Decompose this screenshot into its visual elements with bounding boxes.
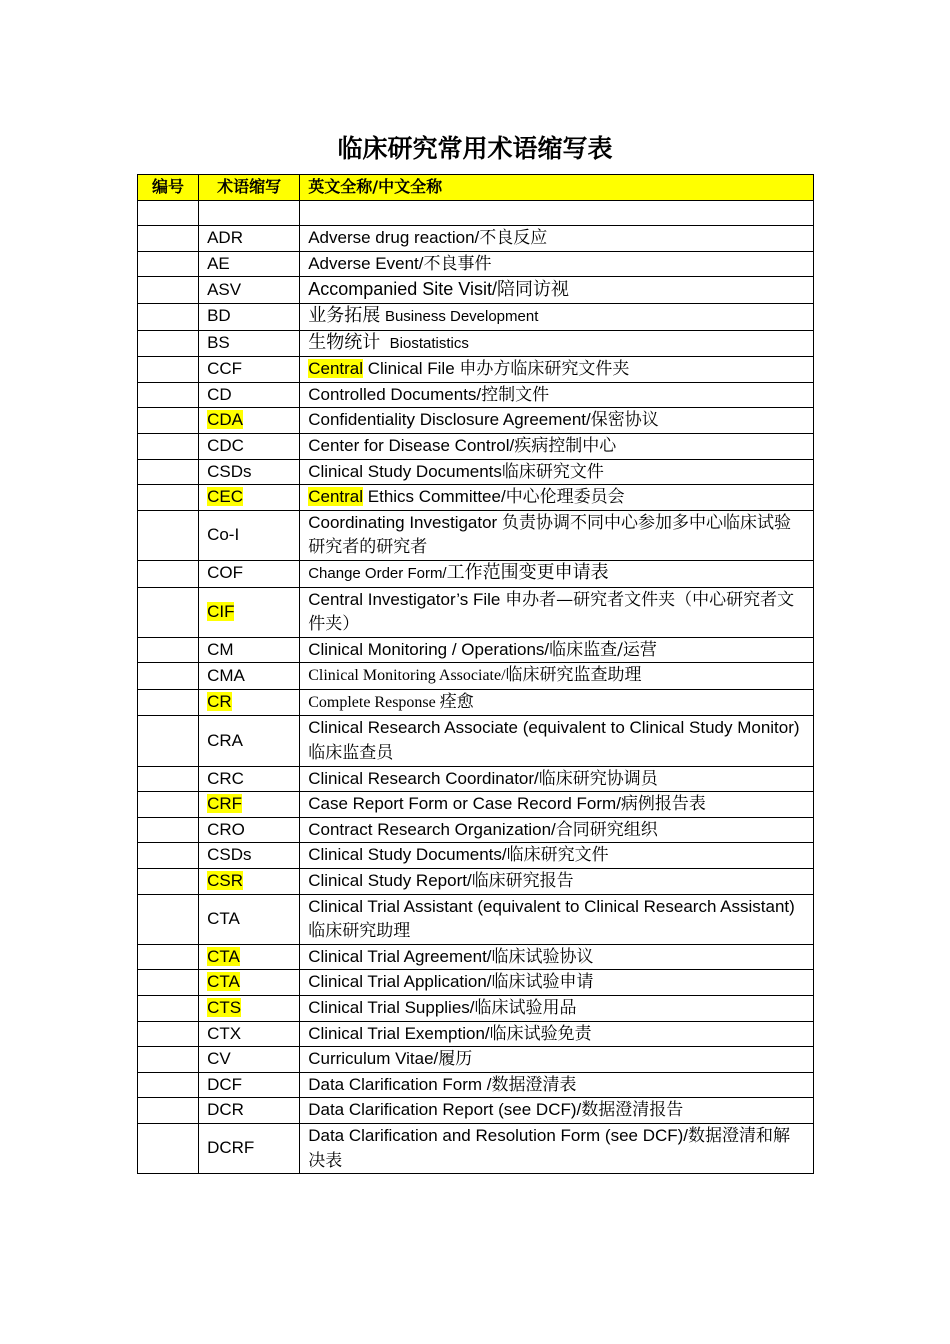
abbr-cell: CV: [199, 1047, 300, 1073]
abbr-cell: CTX: [199, 1021, 300, 1047]
table-row: [138, 1047, 814, 1073]
table-row: [138, 689, 814, 716]
full-cell: 生物统计 Biostatistics: [300, 330, 814, 357]
abbr-cell: CSDs: [199, 843, 300, 869]
table-row: [138, 1021, 814, 1047]
abbr-cell: CSR: [199, 869, 300, 895]
abbr-cell: CTS: [199, 996, 300, 1022]
table-row: [138, 766, 814, 792]
full-cell: Confidentiality Disclosure Agreement/保密协议: [300, 408, 814, 434]
full-cell: Complete Response 痊愈: [300, 689, 814, 716]
full-cell: Central Investigator’s File 申办者—研究者文件夹（中心研究者文件夹）: [300, 587, 814, 637]
header-abbr: 术语缩写: [199, 175, 300, 201]
table-row: [138, 357, 814, 383]
full-cell: Clinical Study Documents临床研究文件: [300, 459, 814, 485]
full-cell: Clinical Trial Application/临床试验申请: [300, 970, 814, 996]
table-row: [138, 869, 814, 895]
full-cell: Clinical Trial Agreement/临床试验协议: [300, 944, 814, 970]
abbr-cell: CTA: [199, 970, 300, 996]
table-row: [138, 485, 814, 511]
abbr-cell: CD: [199, 382, 300, 408]
abbr-cell: CTA: [199, 944, 300, 970]
abbr-cell: DCF: [199, 1072, 300, 1098]
table-row: [138, 1072, 814, 1098]
table-row: [138, 382, 814, 408]
abbr-cell: CEC: [199, 485, 300, 511]
abbr-cell: BS: [199, 330, 300, 357]
blank-row: [138, 200, 814, 226]
table-row: [138, 251, 814, 277]
full-cell: Data Clarification Form /数据澄清表: [300, 1072, 814, 1098]
table-row: [138, 560, 814, 587]
full-cell: Clinical Research Coordinator/临床研究协调员: [300, 766, 814, 792]
abbr-cell: BD: [199, 303, 300, 330]
full-cell: Central Ethics Committee/中心伦理委员会: [300, 485, 814, 511]
full-cell: Clinical Trial Exemption/临床试验免责: [300, 1021, 814, 1047]
table-row: [138, 843, 814, 869]
abbr-cell: CRA: [199, 716, 300, 766]
table-row: [138, 716, 814, 766]
highlighted-word: Central: [308, 359, 364, 379]
terms-table: [137, 174, 814, 1174]
table-row: [138, 459, 814, 485]
table-row: [138, 303, 814, 330]
table-row: [138, 330, 814, 357]
full-cell: Center for Disease Control/疾病控制中心: [300, 433, 814, 459]
table-row: [138, 226, 814, 252]
abbr-cell: CSDs: [199, 459, 300, 485]
full-cell: Coordinating Investigator 负责协调不同中心参加多中心临床试验研究者的研究者: [300, 510, 814, 560]
abbr-cell: CDA: [199, 408, 300, 434]
abbr-cell: CTA: [199, 894, 300, 944]
abbr-cell: ASV: [199, 277, 300, 304]
table-row: [138, 817, 814, 843]
abbr-cell: CDC: [199, 433, 300, 459]
table-row: [138, 408, 814, 434]
table-row: [138, 996, 814, 1022]
table-row: [138, 1098, 814, 1124]
abbr-cell: CIF: [199, 587, 300, 637]
abbr-cell: ADR: [199, 226, 300, 252]
full-cell: Controlled Documents/控制文件: [300, 382, 814, 408]
table-row: [138, 510, 814, 560]
full-cell: Change Order Form/工作范围变更申请表: [300, 560, 814, 587]
full-cell: Case Report Form or Case Record Form/病例报告表: [300, 792, 814, 818]
abbr-cell: CM: [199, 637, 300, 663]
abbr-cell: DCRF: [199, 1123, 300, 1173]
full-cell: 业务拓展 Business Development: [300, 303, 814, 330]
table-row: [138, 433, 814, 459]
table-row: [138, 1123, 814, 1173]
table-row: [138, 277, 814, 304]
abbr-cell: Co-I: [199, 510, 300, 560]
full-cell: Clinical Monitoring Associate/临床研究监查助理: [300, 663, 814, 690]
full-cell: Contract Research Organization/合同研究组织: [300, 817, 814, 843]
full-cell: Curriculum Vitae/履历: [300, 1047, 814, 1073]
table-row: [138, 637, 814, 663]
full-cell: Data Clarification Report (see DCF)/数据澄清报告: [300, 1098, 814, 1124]
abbr-cell: CCF: [199, 357, 300, 383]
abbr-cell: CRC: [199, 766, 300, 792]
table-row: [138, 970, 814, 996]
abbr-cell: DCR: [199, 1098, 300, 1124]
full-cell: Adverse Event/不良事件: [300, 251, 814, 277]
full-cell: Clinical Study Documents/临床研究文件: [300, 843, 814, 869]
table-row: [138, 894, 814, 944]
table-row: [138, 663, 814, 690]
full-cell: Clinical Trial Assistant (equivalent to Clinical Research Assistant) 临床研究助理: [300, 894, 814, 944]
full-cell: Accompanied Site Visit/陪同访视: [300, 277, 814, 304]
header-full: 英文全称/中文全称: [300, 175, 814, 201]
full-cell: Adverse drug reaction/不良反应: [300, 226, 814, 252]
table-header-row: [138, 175, 814, 201]
full-cell: Data Clarification and Resolution Form (see DCF)/数据澄清和解决表: [300, 1123, 814, 1173]
full-cell: Clinical Trial Supplies/临床试验用品: [300, 996, 814, 1022]
abbr-cell: CRF: [199, 792, 300, 818]
highlighted-word: Central: [308, 487, 364, 507]
abbr-cell: CR: [199, 689, 300, 716]
abbr-cell: AE: [199, 251, 300, 277]
table-row: [138, 792, 814, 818]
full-cell: Clinical Monitoring / Operations/临床监查/运营: [300, 637, 814, 663]
full-cell: Central Clinical File 申办方临床研究文件夹: [300, 357, 814, 383]
header-num: 编号: [138, 175, 199, 201]
full-cell: Clinical Research Associate (equivalent to Clinical Study Monitor) 临床监查员: [300, 716, 814, 766]
page-title: 临床研究常用术语缩写表: [337, 134, 613, 163]
table-row: [138, 587, 814, 637]
table-row: [138, 944, 814, 970]
full-cell: Clinical Study Report/临床研究报告: [300, 869, 814, 895]
abbr-cell: CRO: [199, 817, 300, 843]
abbr-cell: CMA: [199, 663, 300, 690]
abbr-cell: COF: [199, 560, 300, 587]
